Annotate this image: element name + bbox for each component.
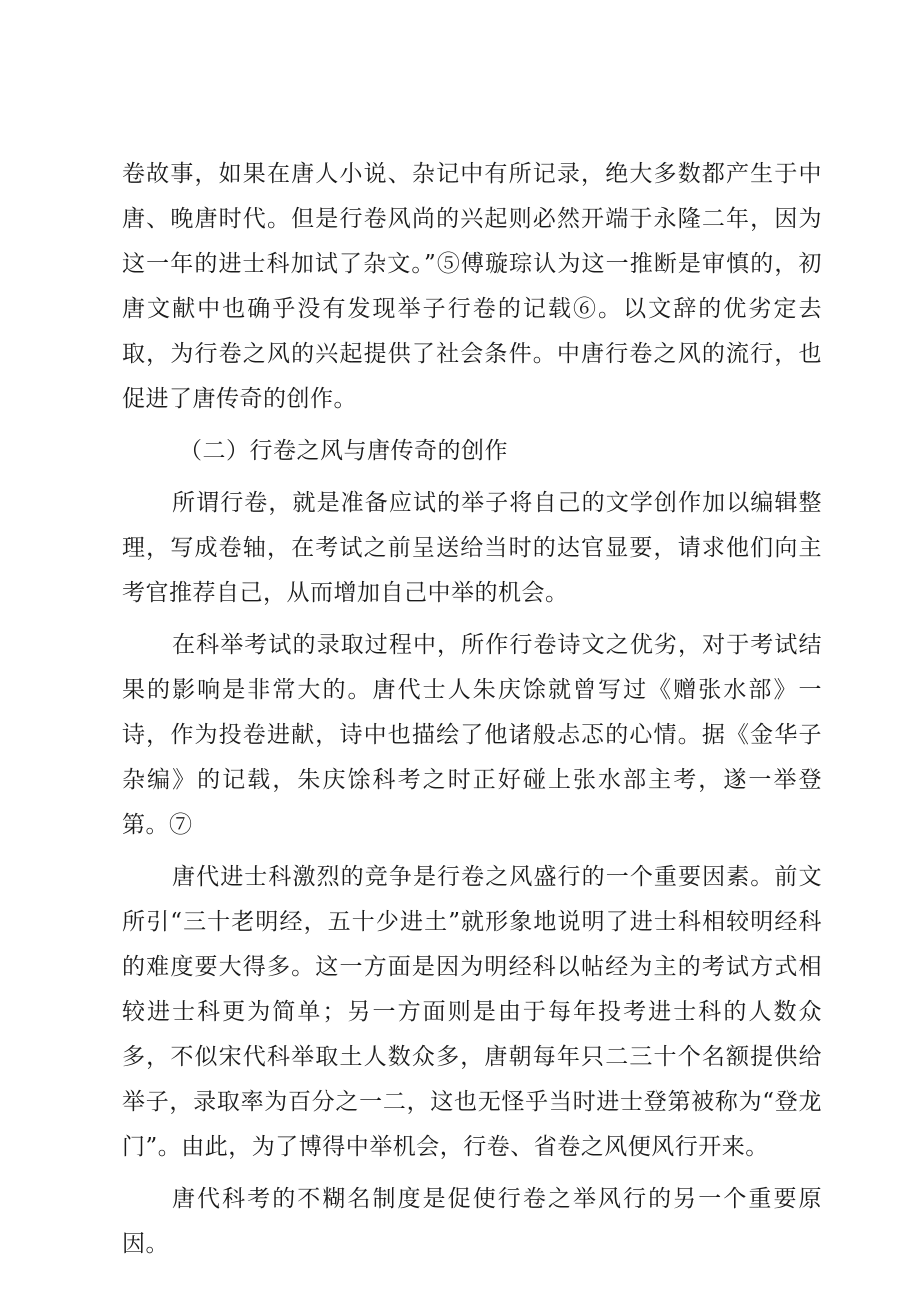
document-body <box>122 152 822 1274</box>
paragraph-xingjuan-definition: 所谓行卷，就是准备应试的举子将自己的文学创作加以编辑整理，写成卷轴，在考试之前呈送给当时的达官显要，请求他们向主考官推荐自己，从而增加自己中举的机会。 <box>122 490 822 606</box>
paragraph-competition: 唐代进士科激烈的竞争是行卷之风盛行的一个重要因素。前文所引“三十老明经，五十少进土”就形象地说明了进士科相较明经科的难度要大得多。这一方面是因为明经科以帖经为主的考试方式相较进士科更为简单；另一方面则是由于每年投考进士科的人数众多，不似宋代科举取土人数众多，唐朝每年只二三十个名额提供给举子，录取率为百分之一二，这也无怪乎当时进士登第被称为“登龙门”。由此，为了博得中举机会，行卷、省卷之风便风行开来。 <box>122 864 822 1160</box>
section-heading: （二）行卷之风与唐传奇的创作 <box>179 438 508 464</box>
paragraph-naming-system: 唐代科考的不糊名制度是促使行卷之举风行的另一个重要原因。 <box>122 1186 822 1257</box>
paragraph-zhu-qingyu: 在科举考试的录取过程中，所作行卷诗文之优劣，对于考试结果的影响是非常大的。唐代士人朱庆馀就曾写过《赠张水部》一诗，作为投卷进献，诗中也描绘了他诸般忐忑的心情。据《金华子杂编》的记载，朱庆馀科考之时正好碰上张水部主考，遂一举登第。⑦ <box>122 632 822 838</box>
paragraph-continued: 卷故事，如果在唐人小说、杂记中有所记录，绝大多数都产生于中唐、晚唐时代。但是行卷风尚的兴起则必然开端于永隆二年，因为这一年的进士科加试了杂文。”⑤傅璇琮认为这一推断是审慎的，初唐文献中也确乎没有发现举子行卷的记载⑥。以文辞的优劣定去取，为行卷之风的兴起提供了社会条件。中唐行卷之风的流行，也促进了唐传奇的创作。 <box>122 161 822 412</box>
